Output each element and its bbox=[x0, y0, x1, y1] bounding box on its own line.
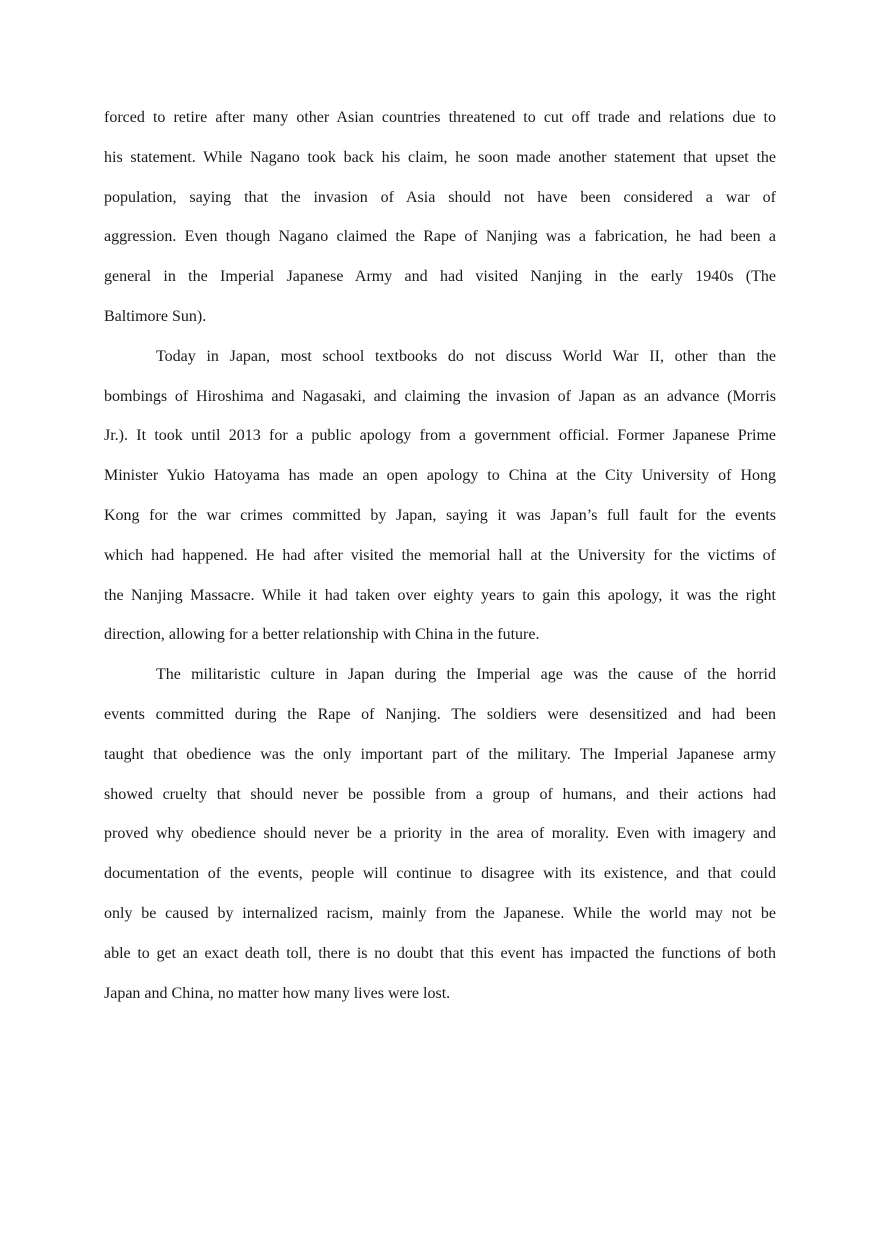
paragraph-1 bbox=[104, 98, 776, 337]
text-line: the Nanjing Massacre. While it had taken over eighty years to gain this apology, it was the right bbox=[104, 586, 776, 604]
text-line: events committed during the Rape of Nanjing. The soldiers were desensitized and had been bbox=[104, 705, 776, 723]
text-line: showed cruelty that should never be possible from a group of humans, and their actions had bbox=[104, 785, 776, 803]
text-line: able to get an exact death toll, there is no doubt that this event has impacted the functions of both bbox=[104, 944, 776, 962]
text-line: his statement. While Nagano took back his claim, he soon made another statement that upset the bbox=[104, 148, 776, 166]
paragraph-2 bbox=[104, 337, 776, 655]
paragraph-3 bbox=[104, 655, 776, 1013]
text-line: The militaristic culture in Japan during the Imperial age was the cause of the horrid bbox=[156, 666, 776, 684]
document-body bbox=[104, 98, 776, 1013]
text-line: Baltimore Sun). bbox=[104, 307, 207, 325]
text-line: forced to retire after many other Asian countries threatened to cut off trade and relations due to bbox=[104, 109, 776, 126]
text-line: documentation of the events, people will continue to disagree with its existence, and that could bbox=[104, 865, 776, 883]
text-line: Today in Japan, most school textbooks do not discuss World War II, other than the bbox=[156, 347, 776, 365]
text-line: Japan and China, no matter how many lives were lost. bbox=[104, 984, 451, 1002]
text-line: general in the Imperial Japanese Army and had visited Nanjing in the early 1940s (The bbox=[104, 268, 776, 286]
text-line: aggression. Even though Nagano claimed the Rape of Nanjing was a fabrication, he had been a bbox=[104, 228, 776, 246]
text-line: bombings of Hiroshima and Nagasaki, and claiming the invasion of Japan as an advance (Morris bbox=[104, 387, 776, 405]
text-line: Minister Yukio Hatoyama has made an open apology to China at the City University of Hong bbox=[104, 467, 776, 485]
text-line: population, saying that the invasion of Asia should not have been considered a war of bbox=[104, 188, 776, 206]
text-line: proved why obedience should never be a priority in the area of morality. Even with imagery and bbox=[104, 825, 776, 843]
text-line: Kong for the war crimes committed by Japan, saying it was Japan’s full fault for the events bbox=[104, 506, 776, 524]
text-line: which had happened. He had after visited the memorial hall at the University for the victims of bbox=[104, 546, 776, 564]
text-line: direction, allowing for a better relationship with China in the future. bbox=[104, 626, 540, 644]
text-line: Jr.). It took until 2013 for a public apology from a government official. Former Japanese Prime bbox=[104, 427, 776, 445]
text-line: only be caused by internalized racism, mainly from the Japanese. While the world may not be bbox=[104, 904, 776, 922]
text-line: taught that obedience was the only important part of the military. The Imperial Japanese army bbox=[104, 745, 776, 763]
